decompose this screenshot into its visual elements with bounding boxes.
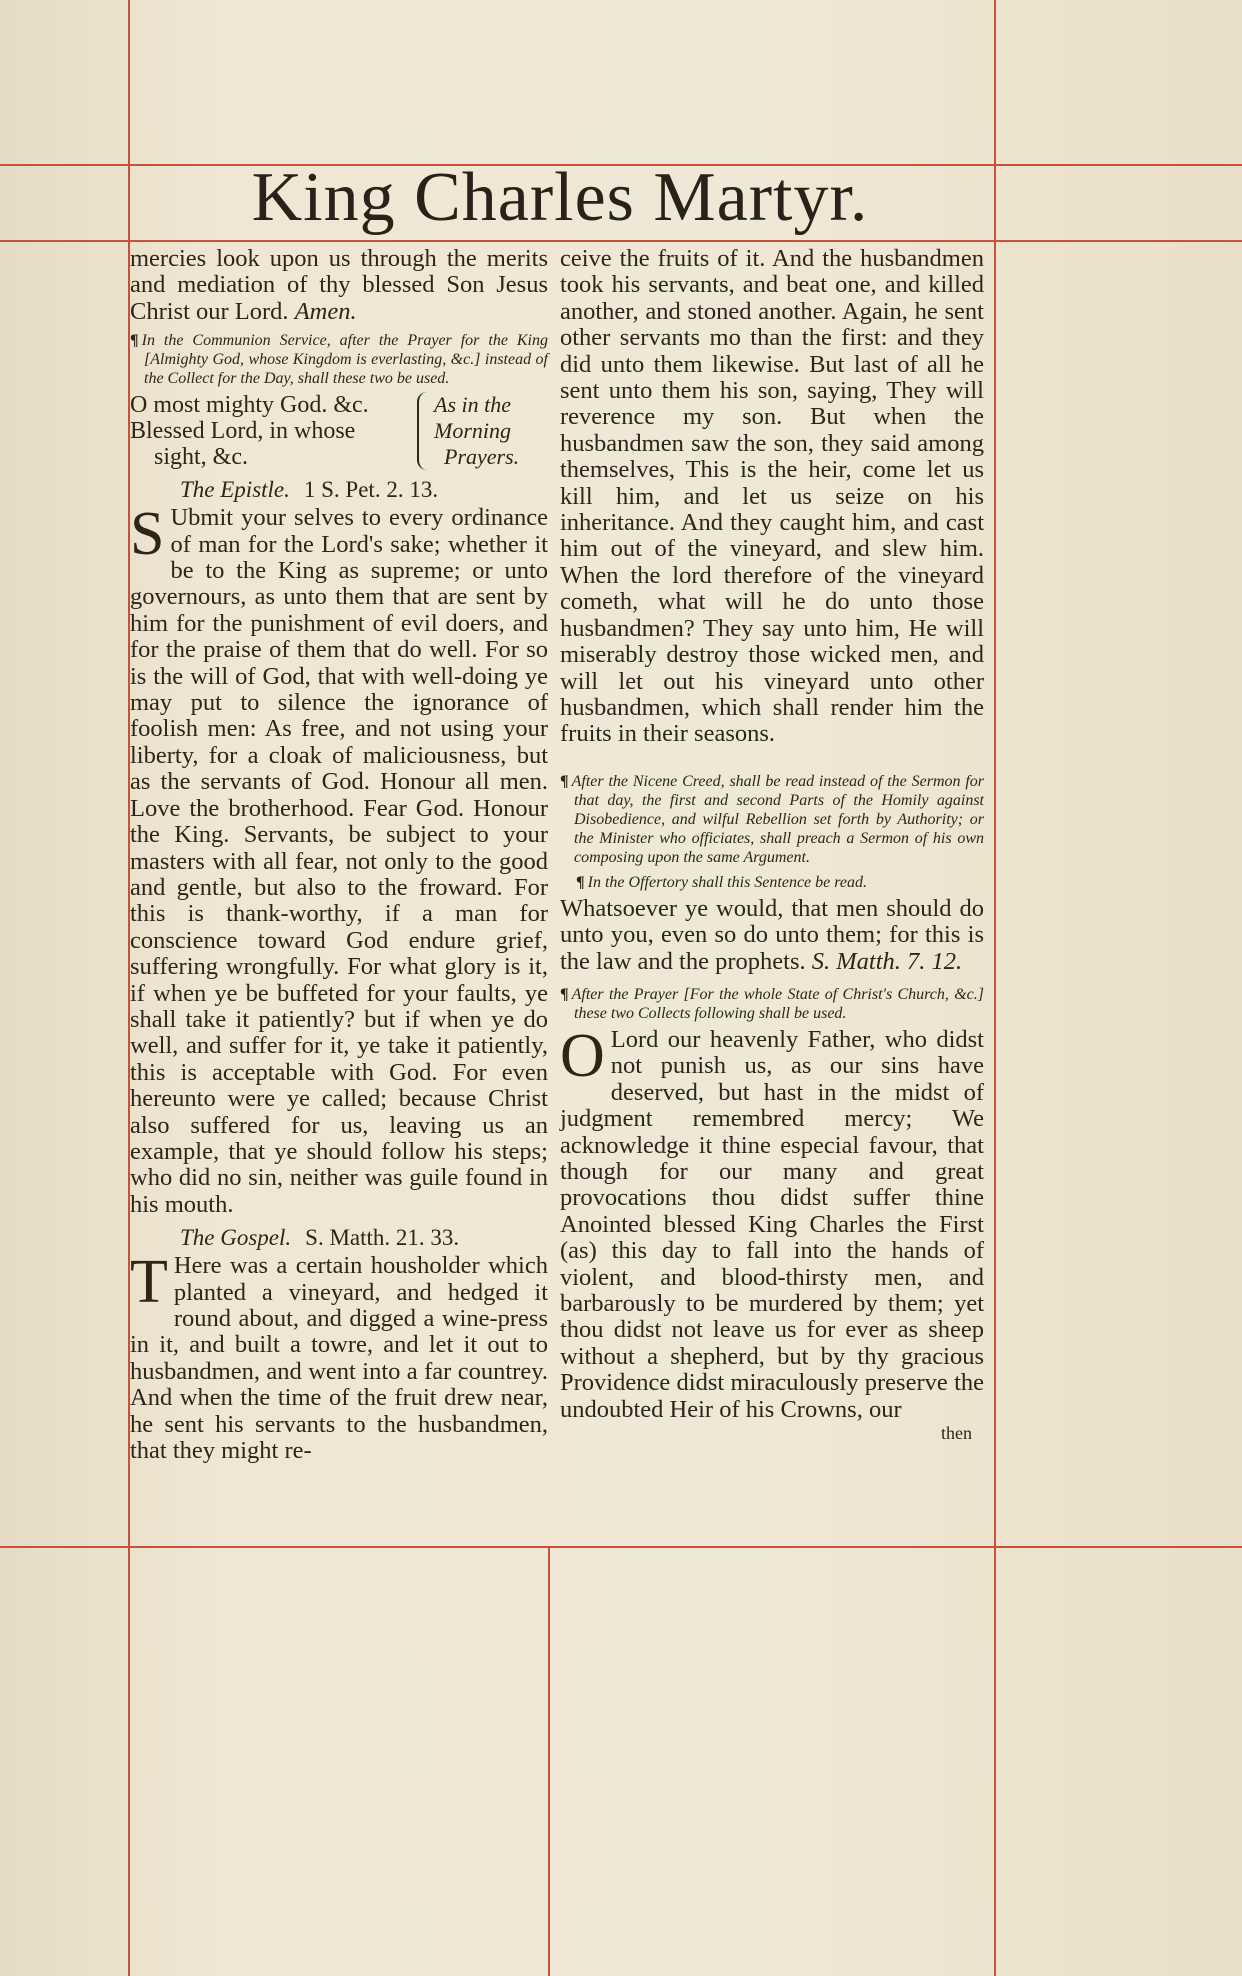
brace-note-2: Morning [434,418,511,444]
rubric-collects: ¶ After the Prayer [For the whole State of Christ's Church, &c.] these two Collects following shall be used. [560,985,984,1022]
epistle-text: S Ubmit your selves to every ordinance of man for the Lord's sake; whether it be to the King as supreme; or unto governours, as unto them that are sent by him for the punishment of evil doers, and for the praise of them that do well. For so is the will of God, that with well-doing ye may put to silence the ignorance of foolish men: As free, and not using your liberty, for a cloak of maliciousness, but as the servants of God. Honour all men. Love the brotherhood. Fear God. Honour the King. Servants, be subject to your masters with all fear, not only to the good and gentle, but also to the froward. For this is thank-worthy, if a man for conscience toward God endure grief, suffering wrongfully. For what glory is it, if when ye be buffeted for your faults, ye shall take it patiently? but if when ye do well, and suffer for it, ye take it patiently, this is acceptable with God. For even hereunto were ye called; because Christ also suffered for us, leaving us an example, that ye should follow his steps; who did no sin, neither was guile found in his mouth. [130,500,548,1218]
opening-text: mercies look upon us through the merits and mediation of thy blessed Son Jesus Christ our Lord. Amen. [130,245,548,325]
drop-cap-s: S [130,500,165,569]
rule-vertical-center [548,1546,550,1976]
collect-references [130,392,548,472]
page-title: King Charles Martyr. [251,159,869,236]
gospel-text: T Here was a certain housholder which planted a vineyard, and hedged it round about, and digged a wine-press in it, and built a towre, and let it out to husbandmen, and went into a far countrey. And when the time of the fruit drew near, he sent his servants to the husbandmen, that they might re- [130,1248,548,1465]
pilcrow-icon: ¶ [576,873,585,891]
epistle-heading: The Epistle. 1 S. Pet. 2. 13. [180,477,439,503]
brace-note-1: As in the [434,392,511,418]
rubric-nicene-creed: ¶ After the Nicene Creed, shall be read instead of the Sermon for that day, the first and second Parts of the Homily against Disobedience, and wilful Rebellion set forth by Authority; or the Minister who officiates, shall preach a Sermon of his own composing upon the same Argument. [560,772,984,866]
offertory-ref: S. Matth. 7. 12. [811,947,963,975]
drop-cap-t: T [130,1248,168,1317]
collect-text: O Lord our heavenly Father, who didst not punish us, as our sins have deserved, but hast in the midst of judgment remembred mercy; We acknowledge it thine especial favour, that though for our many and great provocations thou didst suffer thine Anointed blessed King Charles the First (as) this day to fall into the hands of violent, and blood-thirsty men, and barbarously to be murdered by them; yet thou didst not leave us for ever as sheep without a shepherd, but by thy gracious Providence didst miraculously preserve the undoubted Heir of his Crowns, our [560,1021,984,1423]
offertory-text: Whatsoever ye would, that men should do unto you, even so do unto them; for this is the law and the prophets. S. Matth. 7. 12. [560,894,984,975]
gospel-heading: The Gospel. S. Matth. 21. 33. [180,1225,460,1251]
brace-note-3: Prayers. [444,444,520,470]
pilcrow-icon: ¶ [560,985,569,1003]
pilcrow-icon: ¶ [130,332,139,350]
brace-icon [417,392,433,470]
right-column [560,246,984,1443]
rule-vertical-right [994,0,996,1976]
rule-horizontal-bottom [0,1546,1242,1548]
catchword: then [941,1423,972,1444]
collect-line-2a: Blessed Lord, in whose [130,418,356,445]
gospel-continued-text: ceive the fruits of it. And the husbandmen took his servants, and beat one, and killed another, and stoned another. Again, he sent other servants mo than the first: and they did unto them likewise. But last of all he sent unto them his son, saying, They will reverence my son. But when the husbandmen saw the son, they said among themselves, This is the heir, come let us kill him, and let us seize on his inheritance. And they caught him, and cast him out of the vineyard, and slew him. When the lord therefore of the vineyard cometh, what will he do unto those husbandmen? They say unto him, He will miserably destroy those wicked men, and will let out his vineyard unto other husbandmen, which shall render him the fruits in their seasons. [560,245,984,748]
collect-line-2b: sight, &c. [154,444,248,471]
drop-cap-o: O [560,1021,605,1090]
left-column [130,246,548,1464]
collect-line-1: O most mighty God. &c. [130,392,369,419]
pilcrow-icon: ¶ [560,772,569,790]
rubric-offertory: ¶ In the Offertory shall this Sentence be read. [576,873,867,891]
amen-text: Amen. [294,297,357,325]
rubric-communion: ¶ In the Communion Service, after the Prayer for the King [Almighty God, whose Kingdom is everlasting, &c.] instead of the Collect for the Day, shall these two be used. [130,332,548,388]
rule-horizontal-header [0,240,1242,242]
